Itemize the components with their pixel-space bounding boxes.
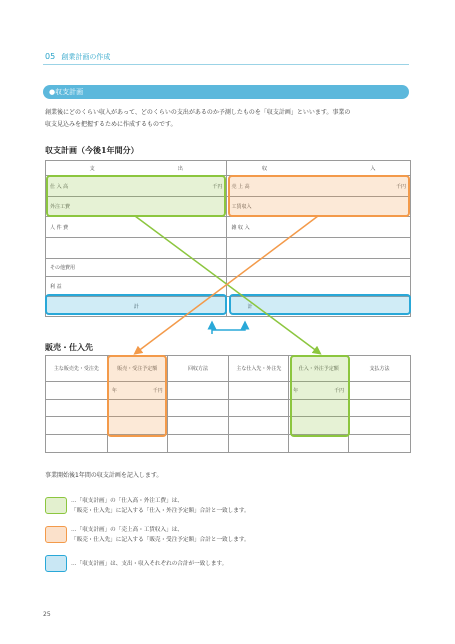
income-highlight bbox=[229, 176, 409, 216]
sales-header: 仕入・外注予定額 bbox=[289, 356, 349, 382]
plan-title: 収支計画（今後1年間分） bbox=[45, 145, 139, 155]
amount-unit: 千円 bbox=[334, 388, 345, 394]
legend-text bbox=[71, 496, 250, 516]
expense-highlight bbox=[47, 176, 225, 216]
intro-line: 収支見込みを把握するために作成するものです。 bbox=[45, 121, 177, 128]
intro-line: 創業後にどのくらい収入があって、どのくらいの支出があるのか予測したものを「収支計画」といいます。事業の bbox=[45, 109, 351, 116]
page-number: 25 bbox=[43, 611, 51, 618]
income-header-char: 収 bbox=[262, 165, 268, 172]
amount-label: 年 bbox=[111, 388, 117, 394]
legend-text bbox=[71, 525, 250, 545]
sales-title: 販売・仕入先 bbox=[45, 342, 93, 352]
section-title: ●収支計画 bbox=[43, 85, 409, 99]
legend-swatch-blue bbox=[45, 555, 67, 572]
sales-header: 回収方法 bbox=[167, 356, 229, 382]
total-label: 計 bbox=[247, 304, 253, 310]
income-header-char: 入 bbox=[370, 165, 376, 172]
legend-intro: 事業開始後1年間の収支計画を記入します。 bbox=[45, 472, 163, 479]
amount-unit: 千円 bbox=[152, 388, 163, 394]
legend-line: …「収支計画」は、支出・収入それぞれの合計が一致します。 bbox=[71, 561, 228, 567]
chapter-number: 05 bbox=[45, 52, 56, 61]
total-income-highlight bbox=[230, 295, 410, 314]
row-label: 人 件 費 bbox=[50, 224, 69, 231]
legend-swatch-orange bbox=[45, 526, 67, 543]
legend-swatch-green bbox=[45, 497, 67, 514]
legend-line: …「収支計画」の「売上高・工賃収入」は、 bbox=[71, 527, 183, 533]
row-label: その他費用 bbox=[50, 265, 76, 271]
row-unit: 千円 bbox=[212, 183, 223, 190]
legend-line: 「販売・仕入先」に記入する「仕入・外注予定額」合計と一致します。 bbox=[71, 508, 250, 514]
amount-label: 年 bbox=[293, 388, 299, 394]
chapter-title: 創業計画の作成 bbox=[61, 53, 111, 61]
row-label: 外注工費 bbox=[50, 204, 71, 210]
expense-header-char: 出 bbox=[177, 165, 183, 172]
sales-header: 販売・受注予定額 bbox=[107, 356, 167, 382]
row-label: 仕 入 高 bbox=[50, 183, 69, 190]
sales-amount-highlight bbox=[108, 356, 166, 436]
legend-line: 「販売・仕入先」に記入する「販売・受注予定額」合計と一致します。 bbox=[71, 537, 250, 543]
sales-header: 主な仕入先・外注先 bbox=[229, 356, 289, 382]
purchase-amount-highlight bbox=[291, 356, 349, 436]
row-unit: 千円 bbox=[395, 183, 406, 190]
sales-header: 支払方法 bbox=[349, 356, 411, 382]
sales-header: 主な販売先・受注先 bbox=[46, 356, 108, 382]
row-label: 雑 収 入 bbox=[231, 224, 250, 231]
total-label: 計 bbox=[133, 304, 139, 310]
legend-text bbox=[71, 559, 227, 569]
row-label: 利 益 bbox=[50, 284, 62, 290]
legend-line: …「収支計画」の「仕入高・外注工費」は、 bbox=[71, 498, 183, 504]
row-label: 工賃収入 bbox=[231, 204, 252, 210]
row-label: 売 上 高 bbox=[231, 183, 250, 190]
expense-header-char: 支 bbox=[89, 165, 95, 172]
